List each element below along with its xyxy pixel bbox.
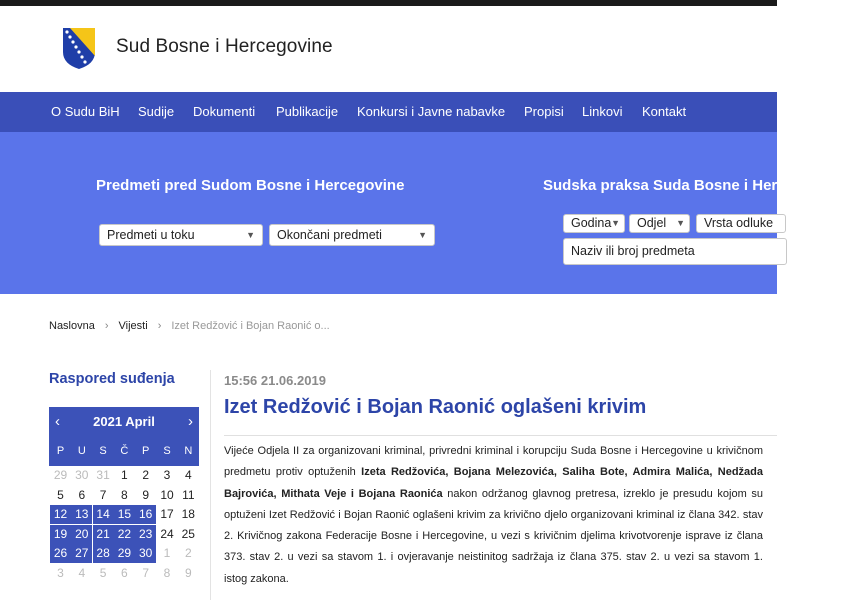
content-divider [210, 370, 211, 600]
nav-item-propisi[interactable]: Propisi [524, 104, 564, 119]
calendar-day[interactable]: 18 [181, 507, 195, 521]
calendar-day[interactable]: 7 [99, 487, 107, 502]
calendar-day[interactable]: 27 [71, 544, 92, 563]
calendar-day[interactable]: 8 [163, 565, 171, 580]
calendar-weekday: P [142, 445, 150, 457]
calendar-day[interactable]: 9 [142, 487, 150, 502]
calendar-day[interactable]: 17 [160, 507, 174, 521]
calendar-day[interactable]: 14 [93, 505, 114, 524]
calendar-day[interactable]: 2 [142, 468, 150, 482]
cases-ongoing-label: Predmeti u toku [107, 228, 195, 242]
department-select-label: Odjel [637, 216, 667, 230]
breadcrumb-separator: › [157, 320, 162, 332]
calendar-day[interactable]: 16 [135, 505, 156, 524]
calendar-day[interactable]: 6 [121, 565, 128, 580]
calendar-weekday: P [56, 445, 65, 457]
case-search-input[interactable]: Naziv ili broj predmeta [563, 238, 787, 265]
article-separator [224, 435, 777, 436]
calendar-day[interactable]: 3 [57, 565, 64, 580]
calendar-day[interactable]: 1 [163, 546, 171, 560]
calendar-weekday-row [49, 437, 199, 466]
trial-schedule-title[interactable]: Raspored suđenja [49, 371, 175, 387]
nav-item-kontakt[interactable]: Kontakt [642, 104, 687, 119]
calendar-day[interactable]: 9 [184, 565, 192, 580]
breadcrumb-current: Izet Redžović i Bojan Raonić o... [171, 320, 330, 332]
breadcrumb-home[interactable]: Naslovna [49, 320, 95, 332]
calendar-day[interactable]: 26 [50, 544, 71, 563]
calendar-day[interactable]: 29 [53, 468, 68, 482]
nav-item-sudije[interactable]: Sudije [138, 104, 175, 119]
calendar-header [49, 407, 199, 437]
practice-title: Sudska praksa Suda Bosne i Hercegovine [543, 177, 842, 194]
calendar-day[interactable]: 25 [181, 526, 195, 541]
cases-title: Predmeti pred Sudom Bosne i Hercegovine [96, 177, 405, 194]
calendar-day[interactable]: 12 [50, 505, 71, 524]
calendar-day[interactable]: 24 [160, 526, 174, 541]
calendar-day[interactable]: 13 [71, 505, 92, 524]
calendar-day[interactable]: 30 [75, 468, 89, 482]
calendar-day[interactable]: 3 [163, 468, 171, 482]
nav-item-linkovi[interactable]: Linkovi [582, 104, 623, 119]
bih-coat-of-arms-icon[interactable] [61, 26, 97, 70]
nav-item-publikacije[interactable]: Publikacije [276, 104, 339, 119]
article-body-rest: nakon održanog glavnog pretresa, izreklo je presudu kojom su optuženi Izet Redžović i Bojan Raonić oglašeni krivim za krivično djelo organizovani kriminal iz člana 342. stav 2. Krivičnog zakona Federacije Bosne i Hercegovine, u vezi s krivičnim djelima krivotvorenje isprave iz člana 373. stav 2. u vezi sa stavom 1. i ovjeravanje neistinitog sadržaja iz člana 375. stav 2. u vezi sa stavom 1. istog zakona. [224, 487, 763, 585]
main-nav [0, 92, 777, 132]
calendar-weekday: Č [120, 445, 129, 457]
article-body-accused: Izeta Redžovića, Bojana Melezovića, Saliha Bote, Admira Malića, Nedžada Bajrovića, Mithata Veje i Bojana Raonića [224, 466, 764, 500]
decision-type-label: Vrsta odluke [704, 216, 774, 230]
calendar-day[interactable]: 2 [184, 546, 192, 560]
nav-item-konkursi[interactable]: Konkursi i Javne nabavke [357, 104, 506, 119]
nav-item-dokumenti[interactable]: Dokumenti [193, 104, 256, 119]
site-title[interactable]: Sud Bosne i Hercegovine [116, 36, 333, 57]
chevron-down-icon: ▼ [611, 218, 620, 228]
calendar-day[interactable]: 30 [135, 544, 156, 563]
calendar-weekday: U [77, 445, 86, 457]
cases-finished-select[interactable] [269, 224, 435, 246]
calendar-weekday: N [184, 445, 193, 457]
calendar-weekday: S [163, 445, 171, 457]
calendar-day[interactable]: 11 [182, 487, 195, 502]
calendar-month-label: 2021 April [93, 414, 155, 429]
breadcrumb-news[interactable]: Vijesti [118, 320, 148, 332]
calendar-day[interactable]: 19 [50, 525, 71, 544]
year-select[interactable] [563, 214, 625, 233]
calendar-day[interactable]: 5 [99, 565, 107, 580]
decision-type-select[interactable] [696, 214, 786, 233]
calendar-day[interactable]: 8 [121, 487, 128, 502]
calendar-day[interactable]: 10 [160, 487, 174, 502]
article-datetime: 15:56 21.06.2019 [224, 373, 326, 388]
calendar-day[interactable]: 15 [114, 505, 135, 524]
chevron-down-icon: ▼ [418, 230, 427, 240]
calendar-weekday: S [99, 445, 107, 457]
cases-ongoing-select[interactable] [99, 224, 263, 246]
article-body-intro: Vijeće Odjela II za organizovani kriminal, privredni kriminal i korupciju Suda Bosne i Hercegovine u krivičnom predmetu protiv optuženih [224, 445, 763, 479]
chevron-down-icon: ▼ [246, 230, 255, 240]
calendar-day[interactable]: 23 [135, 525, 156, 544]
calendar-day[interactable]: 20 [71, 525, 92, 544]
calendar-day[interactable]: 31 [96, 468, 110, 482]
calendar-day[interactable]: 4 [184, 468, 192, 482]
chevron-down-icon: ▼ [676, 218, 685, 228]
cases-finished-label: Okončani predmeti [277, 228, 382, 242]
breadcrumb [49, 320, 330, 332]
calendar-next-icon[interactable]: › [188, 413, 193, 430]
calendar-day[interactable]: 22 [114, 525, 135, 544]
calendar-day[interactable]: 21 [93, 525, 114, 544]
calendar-day[interactable]: 4 [78, 565, 86, 580]
calendar-day[interactable]: 7 [142, 565, 150, 580]
article-body [224, 441, 763, 590]
year-select-label: Godina [571, 216, 612, 230]
search-hero [0, 132, 842, 294]
nav-item-o-sudu[interactable]: O Sudu BiH [51, 104, 120, 119]
calendar-day[interactable]: 5 [57, 487, 64, 502]
calendar-day[interactable]: 1 [121, 468, 128, 482]
article-title: Izet Redžović i Bojan Raonić oglašeni krivim [224, 396, 647, 418]
calendar-day[interactable]: 29 [114, 544, 135, 563]
department-select[interactable] [629, 214, 690, 233]
calendar-day[interactable]: 6 [78, 487, 86, 502]
calendar-day[interactable]: 28 [93, 544, 114, 563]
site-header [0, 6, 777, 92]
breadcrumb-separator: › [104, 320, 109, 332]
calendar-prev-icon[interactable]: ‹ [55, 413, 60, 430]
